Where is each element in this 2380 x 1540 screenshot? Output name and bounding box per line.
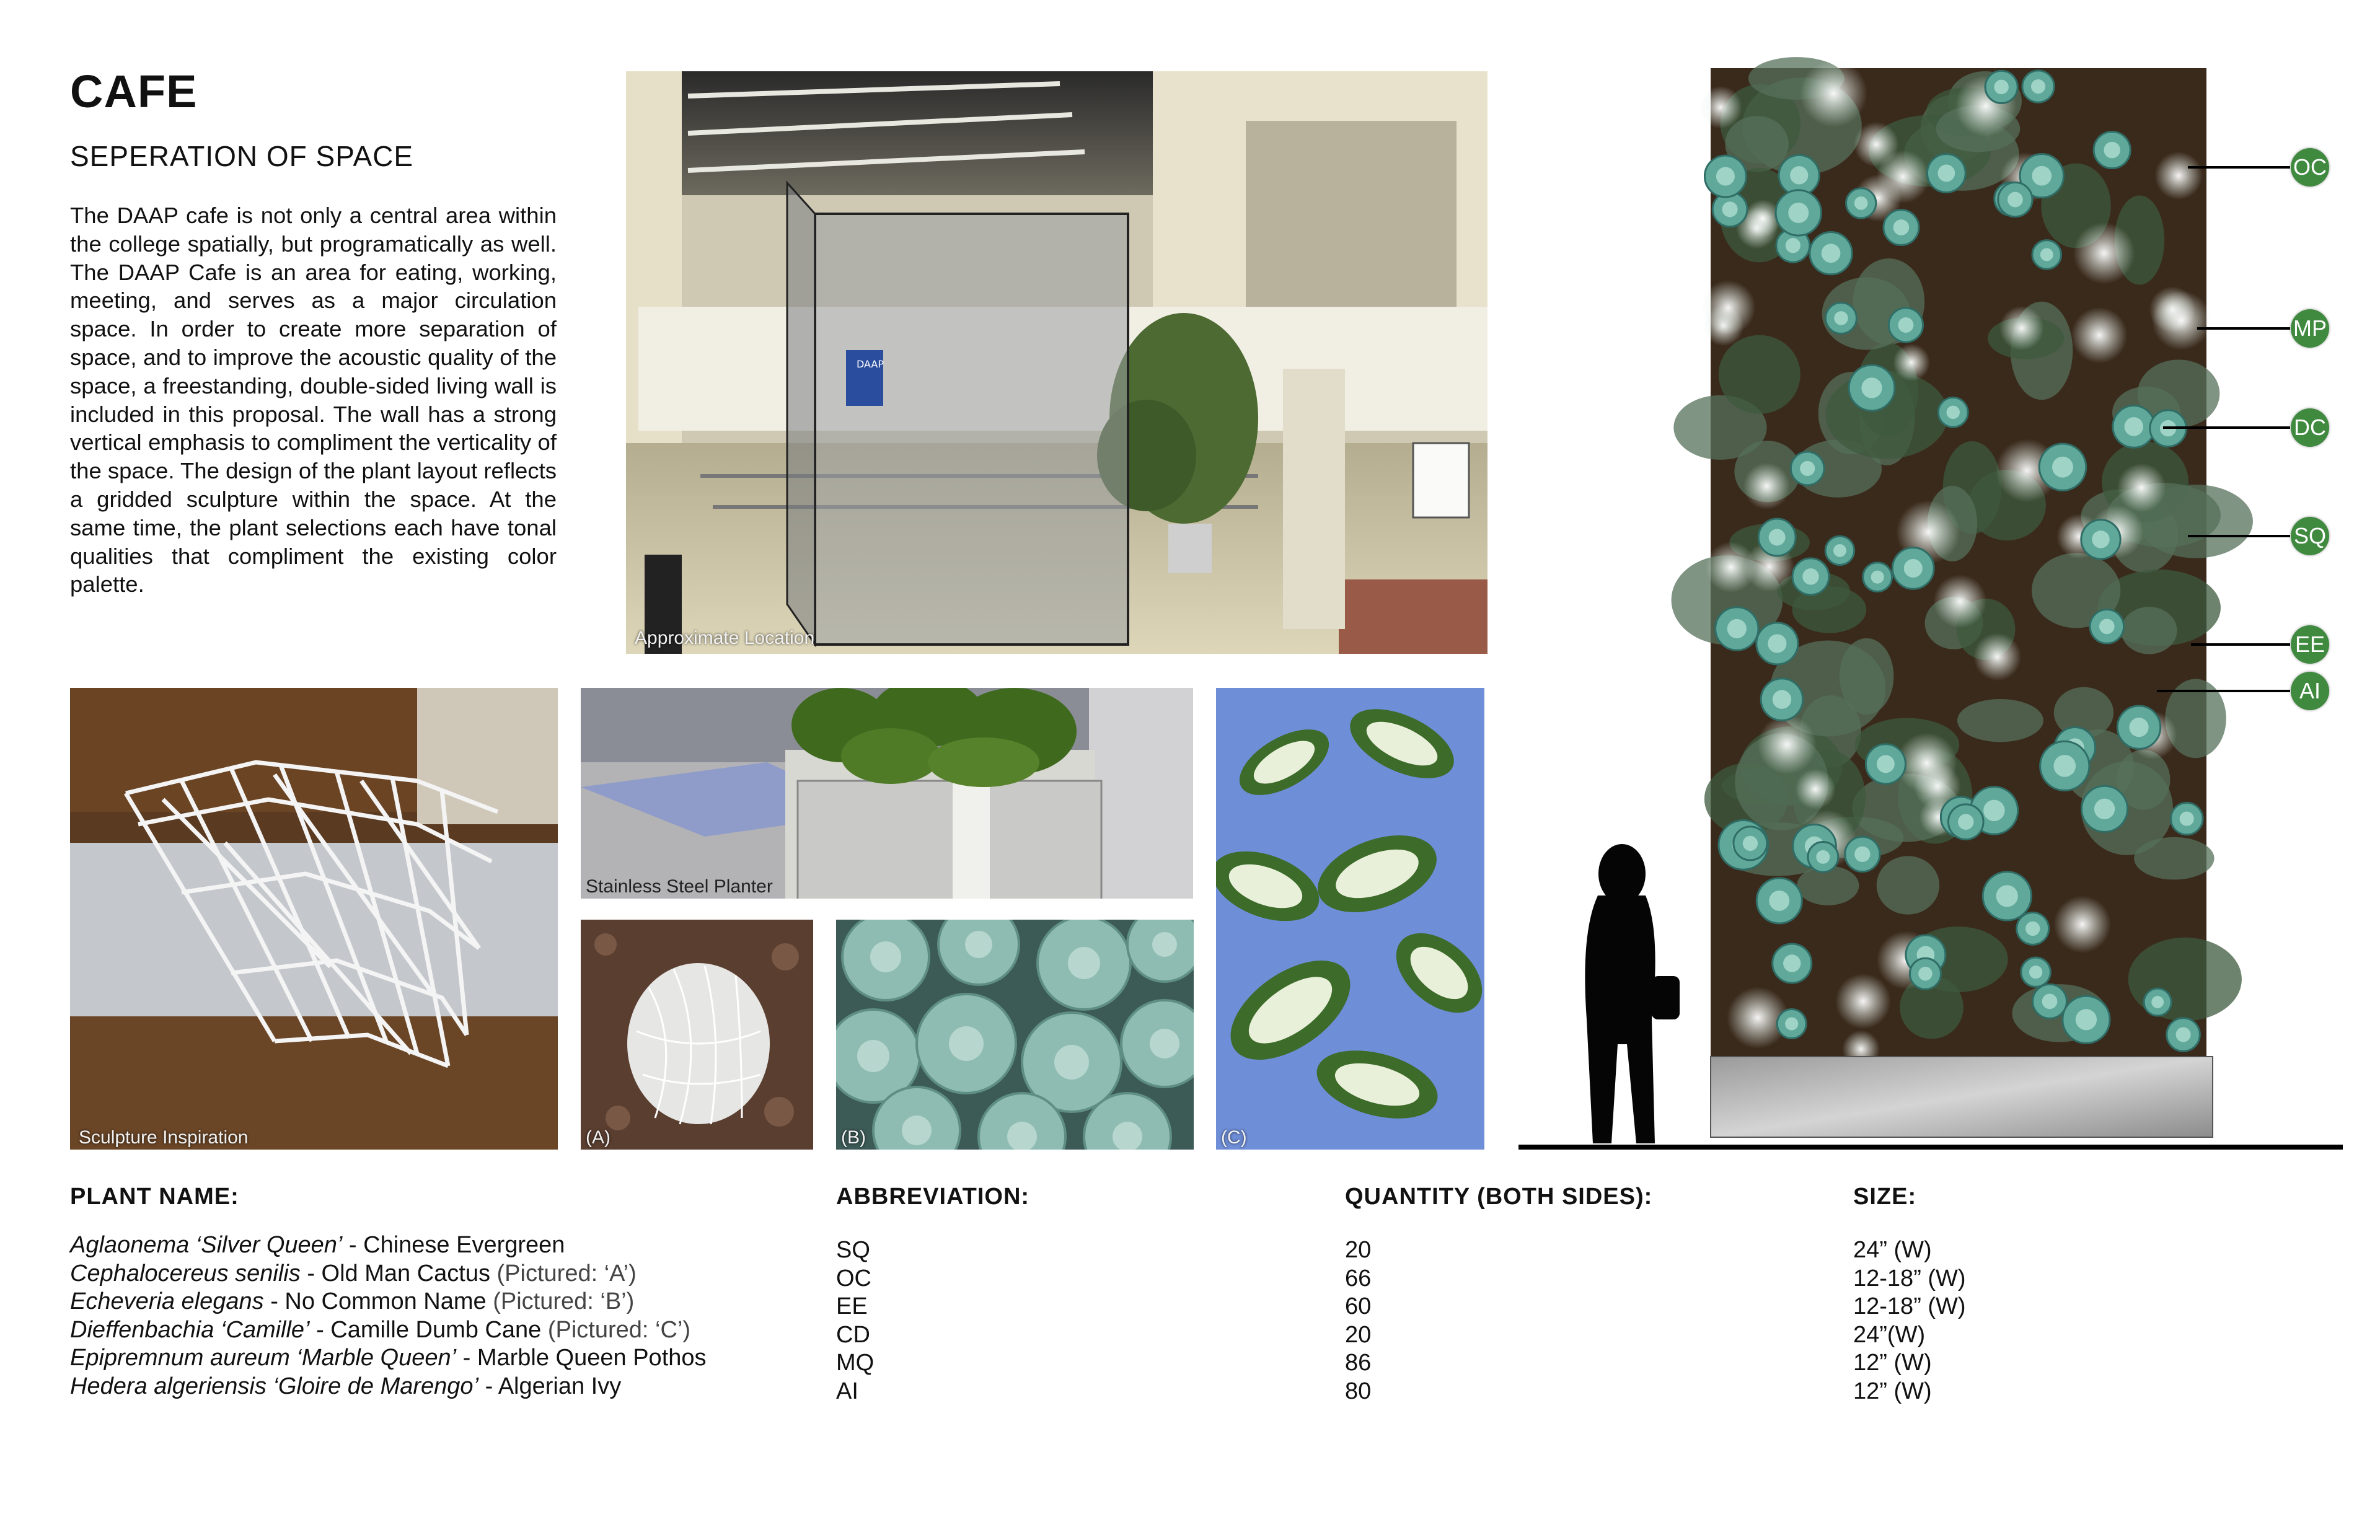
table-row: Hedera algeriensis ‘Gloire de Marengo’ - Algerian Ivy: [70, 1373, 622, 1399]
abbr-cell: MQ: [836, 1350, 875, 1376]
elevation-drawing: [1518, 53, 2349, 1150]
size-header: SIZE:: [1853, 1184, 1917, 1210]
quantity-column: [1345, 1236, 1371, 1406]
table-row: Cephalocereus senilis - Old Man Cactus (Pictured: ‘A’): [70, 1260, 637, 1287]
size-cell: 12-18” (W): [1853, 1265, 1966, 1291]
abbr-cell: EE: [836, 1293, 868, 1320]
qty-cell: 20: [1345, 1321, 1372, 1348]
qty-cell: 20: [1345, 1237, 1372, 1263]
abbr-cell: AI: [836, 1378, 858, 1404]
echeveria-caption: (B): [841, 1127, 866, 1148]
page-subtitle: SEPERATION OF SPACE: [70, 140, 414, 172]
dieffenbachia-photo: [1216, 688, 1484, 1150]
callout-ee: EE: [2291, 625, 2329, 664]
size-cell: 24” (W): [1853, 1237, 1932, 1263]
planter-photo: [581, 688, 1193, 899]
qty-cell: 86: [1345, 1350, 1372, 1376]
dieffenbachia-caption: (C): [1221, 1127, 1247, 1148]
abbreviation-header: ABBREVIATION:: [836, 1184, 1030, 1210]
size-cell: 12” (W): [1853, 1378, 1932, 1404]
qty-cell: 66: [1345, 1265, 1372, 1291]
person-silhouette: [1585, 844, 1680, 1143]
table-row: Dieffenbachia ‘Camille’ - Camille Dumb Cane (Pictured: ‘C’): [70, 1316, 691, 1343]
quantity-header: QUANTITY (BOTH SIDES):: [1345, 1184, 1653, 1210]
location-caption: Approximate Location: [635, 628, 815, 648]
abbr-cell: OC: [836, 1265, 871, 1291]
location-photo: [626, 71, 1488, 654]
callout-ai: AI: [2291, 672, 2329, 710]
size-cell: 12” (W): [1853, 1350, 1932, 1376]
planter-caption: Stainless Steel Planter: [586, 876, 773, 897]
sculpture-caption: Sculpture Inspiration: [79, 1127, 249, 1148]
callout-sq: SQ: [2291, 517, 2329, 555]
plant-name-column: [70, 1231, 707, 1401]
size-cell: 24”(W): [1853, 1321, 1926, 1348]
intro-paragraph: The DAAP cafe is not only a central area within the college spatially, but programatically as well. The DAAP Cafe is an area for eating, working, meeting, and serves as a major circulation space. In order to create more separation of space, and to improve the acoustic quality of the space, a freestanding, double-sided living wall is included in this proposal. The wall has a strong vertical emphasis to compliment the verticality of the space. The design of the plant layout reflects a gridded sculpture within the space. At the same time, the plant selections each have tonal qualities that compliment the existing color palette.: [70, 203, 557, 597]
abbr-cell: SQ: [836, 1237, 870, 1263]
echeveria-photo: [836, 920, 1194, 1150]
location-sign-text: DAAP: [857, 358, 884, 370]
sculpture-photo: [70, 688, 558, 1150]
page-title: CAFE: [70, 66, 198, 117]
callout-dc: DC: [2291, 408, 2329, 447]
callout-oc: OC: [2291, 148, 2329, 187]
abbreviation-column: [836, 1236, 874, 1406]
table-row: Aglaonema ‘Silver Queen’ - Chinese Evergreen: [70, 1232, 565, 1258]
cactus-photo: [581, 920, 813, 1150]
size-cell: 12-18” (W): [1853, 1293, 1966, 1320]
table-row: Epipremnum aureum ‘Marble Queen’ - Marble Queen Pothos: [70, 1345, 707, 1371]
cactus-caption: (A): [586, 1127, 610, 1148]
plant-name-header: PLANT NAME:: [70, 1184, 239, 1210]
size-column: [1853, 1236, 1966, 1406]
qty-cell: 80: [1345, 1378, 1372, 1404]
living-wall-elevation: [1518, 53, 2349, 1150]
qty-cell: 60: [1345, 1293, 1372, 1320]
table-row: Echeveria elegans - No Common Name (Pictured: ‘B’): [70, 1288, 635, 1315]
abbr-cell: CD: [836, 1321, 870, 1348]
callout-mp: MP: [2291, 309, 2329, 348]
